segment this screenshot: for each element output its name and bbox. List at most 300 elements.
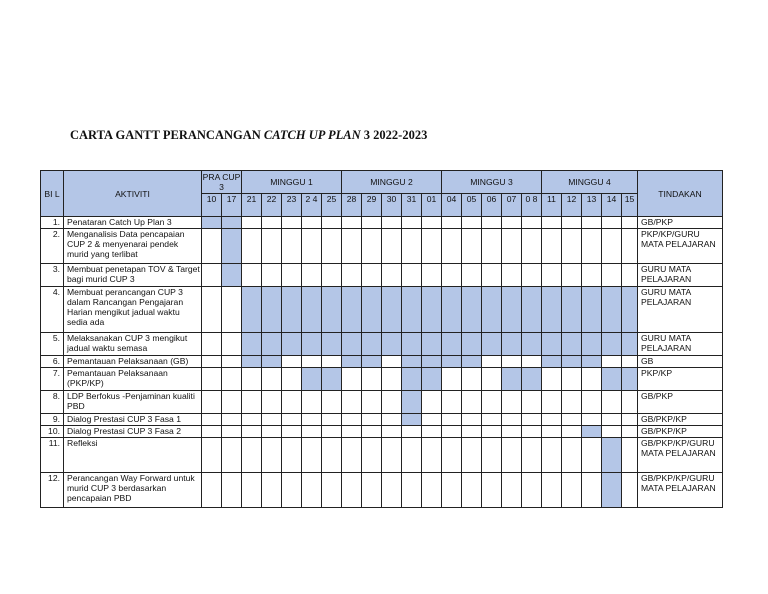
gantt-cell <box>302 229 322 264</box>
header-minggu-3: MINGGU 3 <box>442 171 542 194</box>
header-day: 10 <box>202 194 222 217</box>
gantt-cell <box>462 356 482 368</box>
gantt-cell <box>402 356 422 368</box>
gantt-cell <box>482 333 502 356</box>
gantt-cell <box>542 333 562 356</box>
gantt-cell <box>602 229 622 264</box>
gantt-cell <box>382 229 402 264</box>
gantt-cell <box>302 356 322 368</box>
header-day: 05 <box>462 194 482 217</box>
gantt-cell <box>362 264 382 287</box>
gantt-cell <box>602 264 622 287</box>
gantt-cell <box>222 229 242 264</box>
gantt-cell <box>482 438 502 473</box>
gantt-cell <box>202 368 222 391</box>
row-tindakan: GB/PKP <box>638 217 723 229</box>
gantt-cell <box>242 264 262 287</box>
table-row <box>41 414 723 426</box>
row-tindakan: GB <box>638 356 723 368</box>
gantt-cell <box>422 333 442 356</box>
row-aktiviti: Refleksi <box>64 438 202 473</box>
gantt-cell <box>582 368 602 391</box>
gantt-cell <box>382 414 402 426</box>
gantt-cell <box>222 426 242 438</box>
gantt-cell <box>462 217 482 229</box>
gantt-cell <box>542 368 562 391</box>
gantt-cell <box>602 287 622 333</box>
gantt-cell <box>602 217 622 229</box>
gantt-cell <box>322 438 342 473</box>
gantt-cell <box>382 217 402 229</box>
gantt-cell <box>382 368 402 391</box>
header-pra-cup: PRA CUP 3 <box>202 172 241 192</box>
gantt-cell <box>502 217 522 229</box>
row-tindakan: PKP/KP/GURU MATA PELAJARAN <box>638 229 723 264</box>
gantt-cell <box>202 229 222 264</box>
table-row <box>41 368 723 391</box>
gantt-cell <box>482 217 502 229</box>
gantt-cell <box>242 368 262 391</box>
header-bil: BI L <box>41 171 64 217</box>
gantt-table <box>40 170 723 508</box>
row-tindakan: PKP/KP <box>638 368 723 391</box>
gantt-cell <box>522 426 542 438</box>
gantt-cell <box>562 473 582 508</box>
gantt-cell <box>502 368 522 391</box>
gantt-cell <box>362 426 382 438</box>
gantt-cell <box>482 414 502 426</box>
gantt-cell <box>482 287 502 333</box>
row-aktiviti: Pemantauan Pelaksanaan (GB) <box>64 356 202 368</box>
gantt-cell <box>242 333 262 356</box>
gantt-cell <box>482 426 502 438</box>
gantt-cell <box>542 414 562 426</box>
gantt-cell <box>622 356 638 368</box>
gantt-cell <box>222 438 242 473</box>
header-day: 22 <box>262 194 282 217</box>
header-minggu-1: MINGGU 1 <box>242 171 342 194</box>
gantt-cell <box>482 356 502 368</box>
header-day: 14 <box>602 194 622 217</box>
gantt-cell <box>582 414 602 426</box>
table-row <box>41 473 723 508</box>
table-row <box>41 229 723 264</box>
header-day: 29 <box>362 194 382 217</box>
gantt-cell <box>582 287 602 333</box>
gantt-cell <box>262 438 282 473</box>
header-day: 12 <box>562 194 582 217</box>
gantt-cell <box>562 333 582 356</box>
gantt-cell <box>342 264 362 287</box>
gantt-cell <box>242 356 262 368</box>
row-bil: 1. <box>41 217 64 229</box>
gantt-cell <box>442 356 462 368</box>
table-row <box>41 426 723 438</box>
gantt-cell <box>282 217 302 229</box>
gantt-cell <box>422 356 442 368</box>
gantt-cell <box>202 438 222 473</box>
row-tindakan: GB/PKP/KP <box>638 414 723 426</box>
row-bil: 6. <box>41 356 64 368</box>
header-day: 04 <box>442 194 462 217</box>
gantt-cell <box>502 264 522 287</box>
gantt-cell <box>462 438 482 473</box>
header-aktiviti: AKTIVITI <box>64 171 202 217</box>
gantt-cell <box>522 438 542 473</box>
gantt-cell <box>242 287 262 333</box>
gantt-cell <box>522 217 542 229</box>
gantt-cell <box>262 426 282 438</box>
gantt-cell <box>522 368 542 391</box>
row-bil: 2. <box>41 229 64 264</box>
gantt-body <box>41 217 723 508</box>
gantt-cell <box>262 264 282 287</box>
gantt-cell <box>502 426 522 438</box>
header-day: 28 <box>342 194 362 217</box>
gantt-cell <box>542 391 562 414</box>
gantt-cell <box>322 473 342 508</box>
row-bil: 4. <box>41 287 64 333</box>
header-row-weeks <box>41 171 723 194</box>
gantt-cell <box>622 426 638 438</box>
gantt-cell <box>382 264 402 287</box>
header-day: 25 <box>322 194 342 217</box>
gantt-cell <box>422 287 442 333</box>
header-day: 0 8 <box>522 194 542 217</box>
gantt-cell <box>502 438 522 473</box>
gantt-cell <box>422 438 442 473</box>
row-tindakan: GURU MATA PELAJARAN <box>638 264 723 287</box>
gantt-cell <box>342 287 362 333</box>
gantt-cell <box>302 426 322 438</box>
gantt-cell <box>342 391 362 414</box>
gantt-cell <box>442 264 462 287</box>
title-part-3: 3 2022-2023 <box>360 128 428 142</box>
row-aktiviti: Pemantauan Pelaksanaan (PKP/KP) <box>64 368 202 391</box>
gantt-cell <box>462 426 482 438</box>
gantt-cell <box>282 391 302 414</box>
gantt-cell <box>542 438 562 473</box>
gantt-cell <box>322 333 342 356</box>
row-aktiviti: Dialog Prestasi CUP 3 Fasa 1 <box>64 414 202 426</box>
gantt-cell <box>522 356 542 368</box>
gantt-cell <box>362 473 382 508</box>
gantt-cell <box>322 414 342 426</box>
gantt-cell <box>302 438 322 473</box>
header-day: 13 <box>582 194 602 217</box>
gantt-cell <box>362 438 382 473</box>
header-day: 2 4 <box>302 194 322 217</box>
gantt-cell <box>542 426 562 438</box>
gantt-cell <box>422 217 442 229</box>
gantt-cell <box>582 356 602 368</box>
gantt-cell <box>282 264 302 287</box>
gantt-cell <box>382 438 402 473</box>
gantt-cell <box>542 229 562 264</box>
gantt-cell <box>282 333 302 356</box>
gantt-cell <box>222 264 242 287</box>
gantt-cell <box>262 356 282 368</box>
gantt-cell <box>402 287 422 333</box>
gantt-cell <box>282 368 302 391</box>
row-bil: 9. <box>41 414 64 426</box>
gantt-cell <box>382 333 402 356</box>
gantt-cell <box>582 264 602 287</box>
gantt-cell <box>202 414 222 426</box>
gantt-cell <box>362 217 382 229</box>
gantt-cell <box>582 426 602 438</box>
gantt-cell <box>562 368 582 391</box>
gantt-cell <box>582 438 602 473</box>
gantt-cell <box>222 356 242 368</box>
gantt-cell <box>302 217 322 229</box>
gantt-cell <box>302 287 322 333</box>
gantt-cell <box>562 426 582 438</box>
gantt-cell <box>262 414 282 426</box>
gantt-cell <box>422 368 442 391</box>
gantt-cell <box>362 414 382 426</box>
gantt-cell <box>542 356 562 368</box>
gantt-cell <box>242 426 262 438</box>
gantt-cell <box>602 368 622 391</box>
gantt-cell <box>342 426 362 438</box>
header-day: 30 <box>382 194 402 217</box>
gantt-cell <box>482 264 502 287</box>
gantt-cell <box>462 287 482 333</box>
gantt-cell <box>262 217 282 229</box>
row-tindakan: GB/PKP/KP/GURU MATA PELAJARAN <box>638 438 723 473</box>
gantt-cell <box>602 438 622 473</box>
gantt-cell <box>402 229 422 264</box>
page-title <box>70 128 427 143</box>
gantt-cell <box>502 414 522 426</box>
gantt-cell <box>362 356 382 368</box>
header-minggu-2: MINGGU 2 <box>342 171 442 194</box>
gantt-cell <box>462 368 482 391</box>
gantt-cell <box>302 333 322 356</box>
header-day: 21 <box>242 194 262 217</box>
gantt-cell <box>422 473 442 508</box>
gantt-cell <box>562 356 582 368</box>
header-day: 11 <box>542 194 562 217</box>
gantt-cell <box>342 229 362 264</box>
gantt-cell <box>402 368 422 391</box>
gantt-cell <box>322 217 342 229</box>
gantt-cell <box>202 356 222 368</box>
gantt-cell <box>342 414 362 426</box>
gantt-cell <box>402 333 422 356</box>
gantt-cell <box>622 264 638 287</box>
gantt-cell <box>442 391 462 414</box>
header-day: 31 <box>402 194 422 217</box>
gantt-cell <box>282 438 302 473</box>
gantt-cell <box>302 473 322 508</box>
gantt-cell <box>522 333 542 356</box>
gantt-cell <box>562 264 582 287</box>
gantt-cell <box>562 217 582 229</box>
gantt-cell <box>582 391 602 414</box>
gantt-cell <box>322 426 342 438</box>
gantt-cell <box>482 368 502 391</box>
gantt-cell <box>222 287 242 333</box>
gantt-cell <box>202 264 222 287</box>
gantt-cell <box>482 473 502 508</box>
gantt-cell <box>602 473 622 508</box>
gantt-cell <box>522 414 542 426</box>
gantt-cell <box>562 229 582 264</box>
gantt-cell <box>242 473 262 508</box>
row-aktiviti: Melaksanakan CUP 3 mengikut jadual waktu semasa <box>64 333 202 356</box>
header-day: 01 <box>422 194 442 217</box>
table-row <box>41 217 723 229</box>
gantt-cell <box>282 287 302 333</box>
gantt-cell <box>202 473 222 508</box>
gantt-cell <box>502 287 522 333</box>
header-day: 06 <box>482 194 502 217</box>
gantt-cell <box>362 333 382 356</box>
gantt-cell <box>602 356 622 368</box>
row-bil: 10. <box>41 426 64 438</box>
gantt-cell <box>402 217 422 229</box>
gantt-cell <box>522 391 542 414</box>
gantt-cell <box>442 368 462 391</box>
gantt-cell <box>202 333 222 356</box>
gantt-cell <box>422 414 442 426</box>
gantt-cell <box>562 438 582 473</box>
gantt-cell <box>322 368 342 391</box>
gantt-cell <box>622 287 638 333</box>
header-day: 17 <box>222 194 242 217</box>
gantt-cell <box>502 391 522 414</box>
gantt-cell <box>322 391 342 414</box>
row-aktiviti: Membuat perancangan CUP 3 dalam Rancangan Pengajaran Harian mengikut jadual waktu sedia ada <box>64 287 202 333</box>
gantt-cell <box>522 287 542 333</box>
gantt-cell <box>562 414 582 426</box>
gantt-cell <box>602 414 622 426</box>
gantt-cell <box>462 229 482 264</box>
header-day: 15 <box>622 194 638 217</box>
gantt-cell <box>282 426 302 438</box>
gantt-cell <box>522 473 542 508</box>
gantt-cell <box>582 229 602 264</box>
gantt-cell <box>362 229 382 264</box>
gantt-cell <box>402 414 422 426</box>
gantt-cell <box>622 333 638 356</box>
gantt-cell <box>402 438 422 473</box>
gantt-cell <box>622 414 638 426</box>
gantt-cell <box>242 229 262 264</box>
gantt-cell <box>482 229 502 264</box>
gantt-cell <box>222 217 242 229</box>
row-bil: 12. <box>41 473 64 508</box>
row-bil: 8. <box>41 391 64 414</box>
gantt-cell <box>382 356 402 368</box>
gantt-cell <box>422 229 442 264</box>
gantt-cell <box>622 438 638 473</box>
gantt-cell <box>242 438 262 473</box>
gantt-cell <box>382 391 402 414</box>
gantt-cell <box>222 414 242 426</box>
gantt-cell <box>602 426 622 438</box>
gantt-cell <box>342 473 362 508</box>
gantt-cell <box>622 368 638 391</box>
gantt-cell <box>322 264 342 287</box>
gantt-cell <box>302 264 322 287</box>
table-row <box>41 287 723 333</box>
gantt-cell <box>462 264 482 287</box>
gantt-cell <box>562 391 582 414</box>
gantt-cell <box>242 414 262 426</box>
row-aktiviti: Membuat penetapan TOV & Target bagi murid CUP 3 <box>64 264 202 287</box>
row-tindakan: GB/PKP/KP <box>638 426 723 438</box>
gantt-cell <box>202 217 222 229</box>
row-aktiviti: Dialog Prestasi CUP 3 Fasa 2 <box>64 426 202 438</box>
gantt-cell <box>322 229 342 264</box>
gantt-cell <box>202 287 222 333</box>
gantt-cell <box>222 473 242 508</box>
gantt-cell <box>222 368 242 391</box>
gantt-cell <box>422 391 442 414</box>
gantt-cell <box>542 287 562 333</box>
gantt-cell <box>342 333 362 356</box>
gantt-cell <box>282 229 302 264</box>
gantt-cell <box>322 287 342 333</box>
header-minggu-4: MINGGU 4 <box>542 171 638 194</box>
gantt-cell <box>402 264 422 287</box>
row-aktiviti: LDP Berfokus -Penjaminan kualiti PBD <box>64 391 202 414</box>
gantt-cell <box>302 391 322 414</box>
gantt-cell <box>342 217 362 229</box>
gantt-cell <box>442 426 462 438</box>
gantt-cell <box>242 391 262 414</box>
row-bil: 11. <box>41 438 64 473</box>
gantt-cell <box>522 229 542 264</box>
gantt-cell <box>502 356 522 368</box>
gantt-cell <box>582 473 602 508</box>
gantt-cell <box>442 287 462 333</box>
gantt-cell <box>322 356 342 368</box>
gantt-cell <box>402 426 422 438</box>
gantt-cell <box>542 473 562 508</box>
gantt-cell <box>242 217 262 229</box>
table-row <box>41 391 723 414</box>
gantt-cell <box>202 426 222 438</box>
gantt-cell <box>622 391 638 414</box>
gantt-cell <box>462 391 482 414</box>
table-row <box>41 333 723 356</box>
gantt-cell <box>302 368 322 391</box>
gantt-cell <box>302 414 322 426</box>
row-tindakan: GURU MATA PELAJARAN <box>638 287 723 333</box>
row-tindakan: GURU MATA PELAJARAN <box>638 333 723 356</box>
gantt-cell <box>602 333 622 356</box>
title-part-2: CATCH UP PLAN <box>263 128 361 142</box>
title-part-1: CARTA GANTT PERANCANGAN <box>70 128 264 142</box>
gantt-cell <box>262 368 282 391</box>
gantt-cell <box>442 333 462 356</box>
gantt-cell <box>422 264 442 287</box>
gantt-cell <box>602 391 622 414</box>
row-aktiviti: Penataran Catch Up Plan 3 <box>64 217 202 229</box>
row-bil: 7. <box>41 368 64 391</box>
gantt-cell <box>382 287 402 333</box>
gantt-cell <box>462 473 482 508</box>
gantt-cell <box>262 333 282 356</box>
gantt-cell <box>262 229 282 264</box>
gantt-cell <box>462 333 482 356</box>
gantt-cell <box>442 438 462 473</box>
gantt-cell <box>462 414 482 426</box>
